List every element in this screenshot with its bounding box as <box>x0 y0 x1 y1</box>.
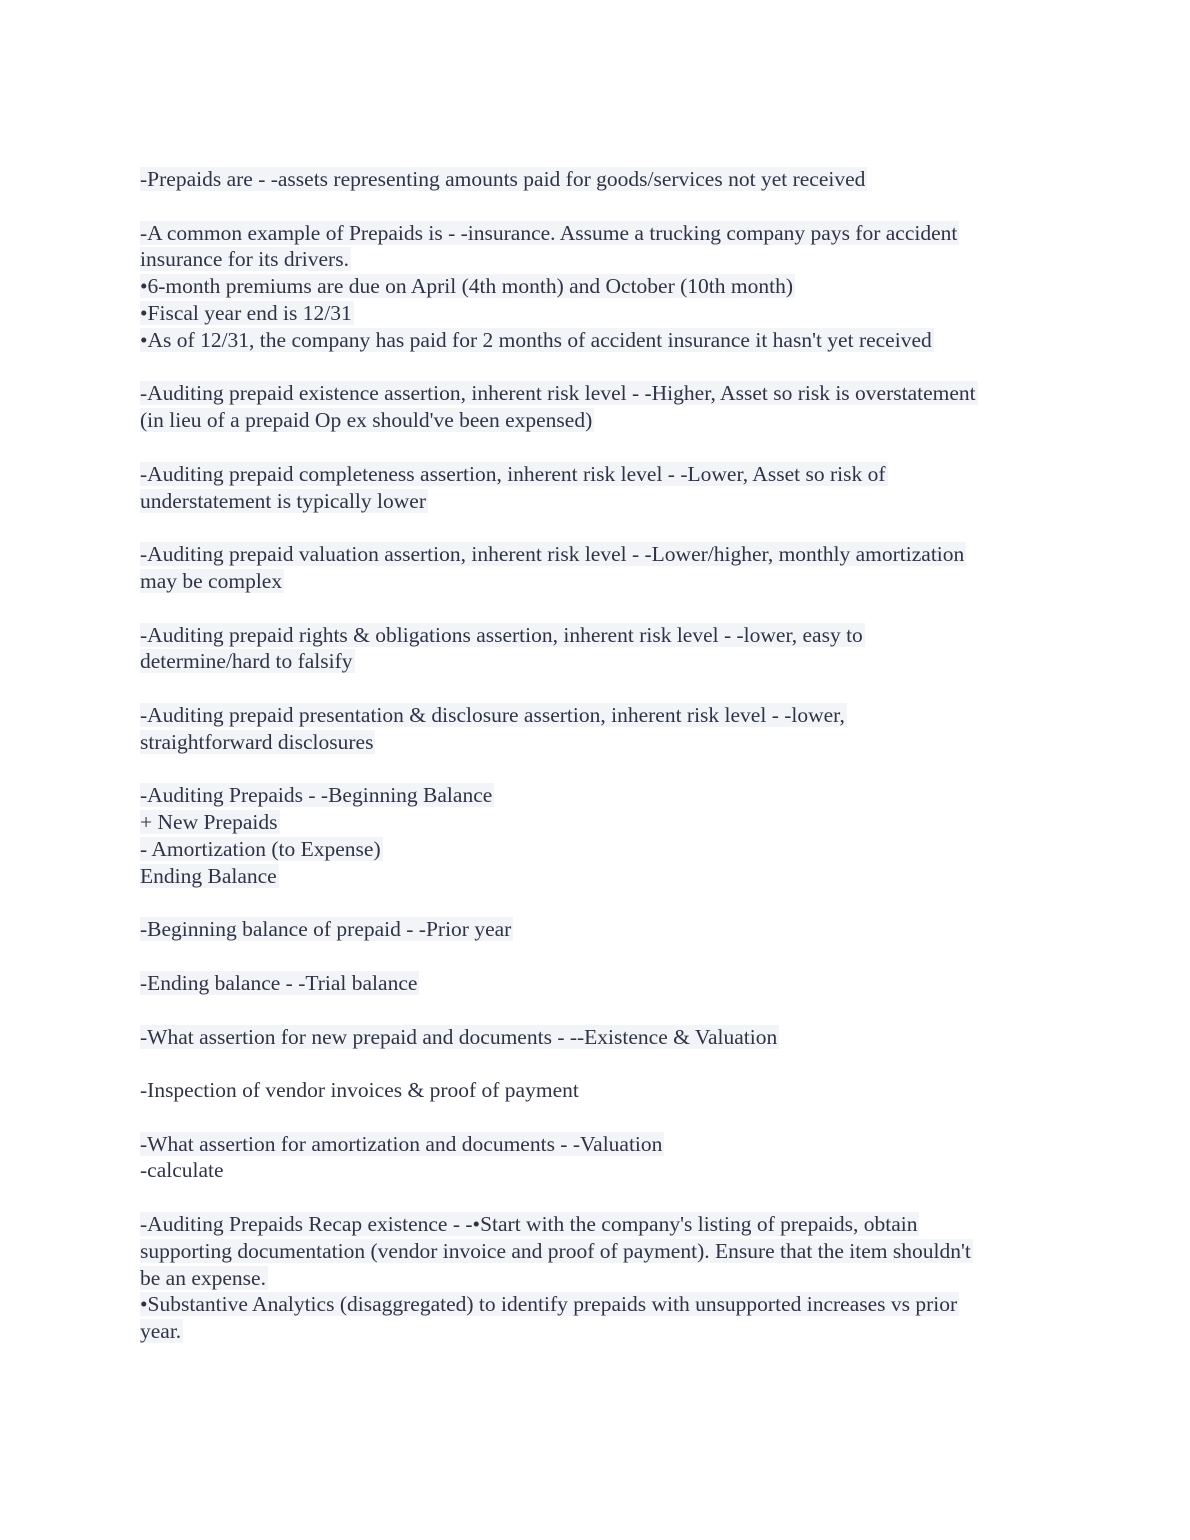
text-line: -Auditing Prepaids Recap existence - -•Start with the company's listing of prepaids, obtain <box>140 1212 918 1237</box>
text-line: insurance for its drivers. <box>140 247 349 272</box>
text-line: -What assertion for new prepaid and documents - --Existence & Valuation <box>140 1024 778 1049</box>
text-line: -Auditing Prepaids - -Beginning Balance <box>140 783 493 808</box>
document-page <box>140 166 1060 1372</box>
note-auditing-prepaids-rollforward <box>140 782 1060 889</box>
note-rights-obligations-assertion <box>140 622 1060 676</box>
text-line: -Ending balance - -Trial balance <box>140 970 418 995</box>
text-line: -Prepaids are - -assets representing amounts paid for goods/services not yet received <box>140 167 866 191</box>
bullet-line: •As of 12/31, the company has paid for 2 months of accident insurance it hasn't yet received <box>140 327 932 352</box>
text-line: -Auditing prepaid existence assertion, inherent risk level - -Higher, Asset so risk is overstatement <box>140 381 976 406</box>
note-inspection <box>140 1077 1060 1104</box>
text-line: -A common example of Prepaids is - -insurance. Assume a trucking company pays for accident <box>140 220 958 245</box>
note-recap-existence <box>140 1211 1060 1345</box>
text-line: -Auditing prepaid rights & obligations assertion, inherent risk level - -lower, easy to <box>140 622 863 647</box>
note-insurance-example <box>140 220 1060 354</box>
note-amortization-assertion <box>140 1131 1060 1185</box>
text-line: Ending Balance <box>140 863 277 888</box>
note-new-prepaid-assertion <box>140 1024 1060 1051</box>
text-line: year. <box>140 1319 182 1344</box>
text-line: determine/hard to falsify <box>140 649 353 674</box>
note-valuation-assertion <box>140 541 1060 595</box>
text-line: -Auditing prepaid completeness assertion, inherent risk level - -Lower, Asset so risk of <box>140 461 886 486</box>
note-presentation-disclosure-assertion <box>140 702 1060 756</box>
text-line: -What assertion for amortization and documents - -Valuation <box>140 1131 663 1156</box>
text-line: + New Prepaids <box>140 810 278 835</box>
text-line: be an expense. <box>140 1265 266 1290</box>
text-line: understatement is typically lower <box>140 488 426 513</box>
text-line: -Inspection of vendor invoices & proof of payment <box>140 1078 579 1103</box>
note-ending-balance <box>140 970 1060 997</box>
text-line: may be complex <box>140 568 283 593</box>
bullet-line: •Substantive Analytics (disaggregated) to identify prepaids with unsupported increases vs prior <box>140 1292 958 1317</box>
note-existence-assertion <box>140 380 1060 434</box>
text-line: (in lieu of a prepaid Op ex should've been expensed) <box>140 408 593 433</box>
note-completeness-assertion <box>140 461 1060 515</box>
text-line: -Auditing prepaid valuation assertion, inherent risk level - -Lower/higher, monthly amortization <box>140 542 965 567</box>
text-line: straightforward disclosures <box>140 729 374 754</box>
text-line: -Auditing prepaid presentation & disclosure assertion, inherent risk level - -lower, <box>140 702 845 727</box>
bullet-line: •6-month premiums are due on April (4th month) and October (10th month) <box>140 274 793 299</box>
text-line: supporting documentation (vendor invoice and proof of payment). Ensure that the item shouldn't <box>140 1238 971 1263</box>
bullet-line: •Fiscal year end is 12/31 <box>140 300 352 325</box>
text-line: -Beginning balance of prepaid - -Prior year <box>140 917 512 942</box>
note-prepaids-definition <box>140 166 1060 193</box>
note-beginning-balance <box>140 916 1060 943</box>
text-line: -calculate <box>140 1158 224 1183</box>
text-line: - Amortization (to Expense) <box>140 836 381 861</box>
